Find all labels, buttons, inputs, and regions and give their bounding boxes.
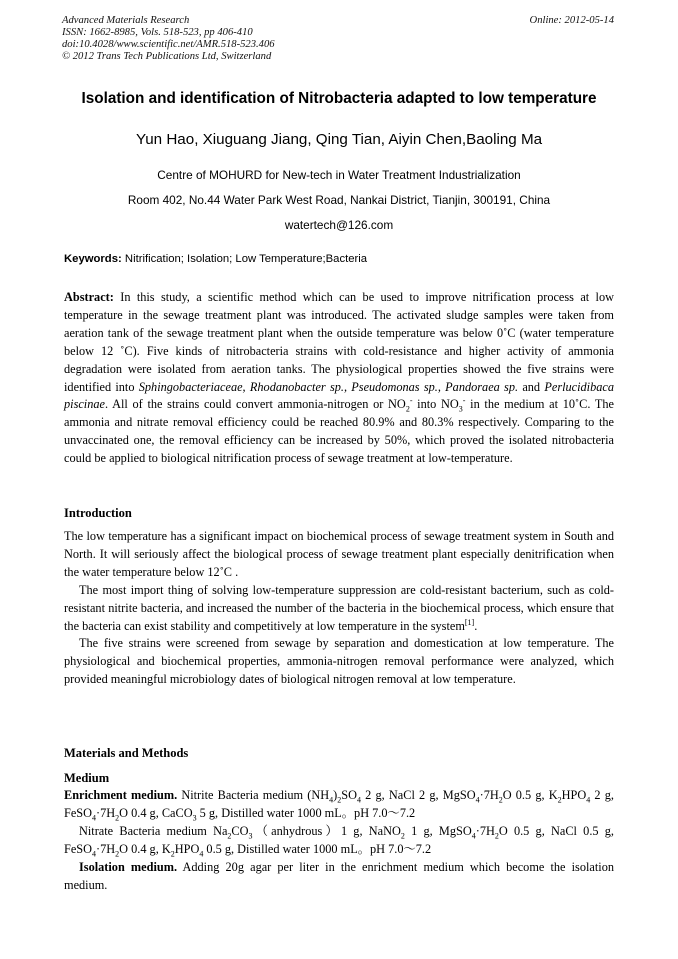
subscript: 2: [337, 795, 342, 805]
formula-text: SO: [341, 788, 357, 802]
methods-heading: Materials and Methods: [64, 746, 189, 760]
superscript: -: [409, 396, 413, 406]
formula-text: O 0.4 g, K: [119, 841, 171, 856]
enrichment-label: Enrichment medium.: [64, 788, 178, 802]
subscript: 2: [115, 813, 120, 823]
abstract-text: . All of the strains could convert ammonia-nitrogen or NO: [104, 397, 406, 412]
formula-text: （anhydrous）1 g, NaNO: [252, 823, 401, 838]
subscript: 2: [227, 831, 232, 841]
abstract-text: in the medium at 10˚C. The ammonia and nitrate removal efficiency could be reached 80.9% and 80.3% respectively. Comparing to the unvaccinated one, the removal efficiency can be increased by 50%, which proved the isolated nitrobacteria could be applied to biological nitrification process of sewage treatment at low-temperature.: [64, 397, 614, 466]
formula-text: Nitrate Bacteria medium Na: [79, 823, 228, 838]
abstract-text: into NO: [412, 397, 459, 412]
formula-text: O 0.5 g, K: [502, 788, 558, 802]
authors: Yun Hao, Xiuguang Jiang, Qing Tian, Aiyin Chen,Baoling Ma: [135, 131, 543, 148]
intro-paragraph-1: The low temperature has a significant impact on biochemical process of sewage treatment system in South and North. It will seriously affect the biological process of sewage treatment plant especially denitrification when the water temperature below 12˚C .: [64, 529, 614, 579]
author-email: watertech@126.com: [284, 218, 394, 232]
formula-text: 2 g, FeSO: [64, 788, 614, 820]
abstract-text: In this study, a scientific method which can be used to improve nitrification process at low temperature in the sewage treatment plant was introduced. The activated sludge samples were taken from aeration tank of the sewage treatment plant when the outside temperature was below 0˚C (water temperature below 12 ˚C). Five kinds of nitrobacteria strains with cold-resistance and higher activity of ammonia degradation were isolated from aeration tanks. The physiological properties showed the five strains were identified into: [64, 290, 614, 394]
formula-text: ·7H: [475, 823, 495, 838]
paper-title: Isolation and identification of Nitrobacteria adapted to low temperature: [81, 90, 597, 107]
subscript: 2: [557, 795, 562, 805]
subscript: 4: [92, 849, 97, 859]
keywords-text: Nitrification; Isolation; Low Temperature;Bacteria: [121, 253, 368, 265]
formula-text: 2 g, NaCl 2 g, MgSO: [360, 788, 476, 802]
doi: doi:10.4028/www.scientific.net/AMR.518-523.406: [62, 39, 275, 50]
superscript: -: [462, 396, 466, 406]
introduction-body: [64, 528, 614, 689]
subscript: 2: [115, 849, 120, 859]
intro-text: The most import thing of solving low-temperature suppression are cold-resistant bacterium, such as cold-resistant nitrite bacteria, and increased the number of the bacteria in the biochemical process, which ensure that the bacteria can exist stability and competitively at low temperature in the system: [64, 582, 614, 633]
subscript: 4: [586, 795, 591, 805]
subscript: 2: [498, 795, 503, 805]
subscript: 3: [192, 813, 197, 823]
subscript: 2: [494, 831, 499, 841]
species-list: Sphingobacteriaceae, Rhodanobacter sp., Pseudomonas sp., Pandoraea sp.: [138, 379, 519, 394]
journal-header: [62, 15, 614, 63]
issn: ISSN: 1662-8985, Vols. 518-523, pp 406-410: [62, 27, 253, 38]
formula-text: HPO: [561, 788, 587, 802]
enrichment-medium: [64, 787, 614, 823]
keywords-label: Keywords:: [64, 253, 122, 265]
subscript: 2: [405, 404, 410, 414]
formula-text: ·7H: [96, 805, 116, 820]
medium-subheading: Medium: [64, 771, 110, 785]
subscript: 3: [248, 831, 253, 841]
intro-paragraph-2: [64, 582, 614, 636]
subscript: 4: [199, 849, 204, 859]
abstract: [64, 289, 614, 468]
methods-body: [64, 787, 614, 894]
isolation-text: Adding 20g agar per liter in the enrichment medium which become the isolation medium.: [64, 859, 614, 892]
subscript: 4: [329, 795, 334, 805]
isolation-medium: [64, 859, 614, 895]
keywords: [64, 253, 614, 265]
formula-text: ·7H: [96, 841, 116, 856]
isolation-label: Isolation medium.: [79, 859, 178, 874]
subscript: 4: [471, 831, 476, 841]
formula-text: 1 g, MgSO: [404, 823, 472, 838]
affiliation-line-2: Room 402, No.44 Water Park West Road, Nankai District, Tianjin, 300191, China: [127, 193, 551, 207]
formula-text: CO: [231, 823, 249, 838]
subscript: 4: [92, 813, 97, 823]
subscript: 2: [170, 849, 175, 859]
nitrate-medium: [64, 823, 614, 859]
online-date: Online: 2012-05-14: [529, 15, 614, 26]
introduction-heading: Introduction: [64, 506, 132, 520]
intro-text: .: [474, 618, 478, 633]
affiliation-line-1: Centre of MOHURD for New-tech in Water Treatment Industrialization: [157, 168, 521, 182]
subscript: 4: [356, 795, 361, 805]
abstract-text: and: [518, 379, 545, 394]
subscript: 2: [400, 831, 405, 841]
subscript: 3: [458, 404, 463, 414]
intro-paragraph-3: The five strains were screened from sewage by separation and domestication at low temperature. The physiological and biochemical properties, ammonia-nitrogen removal performance were analyzed, which provided meaningful microbiology dates of biological nitrogen removal at low temperature.: [64, 636, 614, 687]
species-name: Perlucidibaca piscinae: [64, 379, 615, 412]
formula-text: ·7H: [479, 788, 499, 802]
abstract-label: Abstract:: [64, 290, 114, 304]
formula-text: O 0.5 g, NaCl 0.5 g, FeSO: [64, 823, 614, 856]
formula-text: ): [333, 788, 338, 802]
subscript: 4: [475, 795, 480, 805]
formula-text: 5 g, Distilled water 1000 mL。pH 7.0～7.2: [196, 805, 416, 820]
formula-text: 0.5 g, Distilled water 1000 mL。pH 7.0～7.2: [203, 841, 432, 856]
formula-text: HPO: [174, 841, 200, 856]
copyright: © 2012 Trans Tech Publications Ltd, Switzerland: [62, 51, 272, 62]
formula-text: O 0.4 g, CaCO: [119, 805, 193, 820]
citation: [1]: [464, 617, 475, 627]
journal-name: Advanced Materials Research: [62, 15, 190, 26]
formula-text: Nitrite Bacteria medium (NH: [177, 788, 330, 802]
